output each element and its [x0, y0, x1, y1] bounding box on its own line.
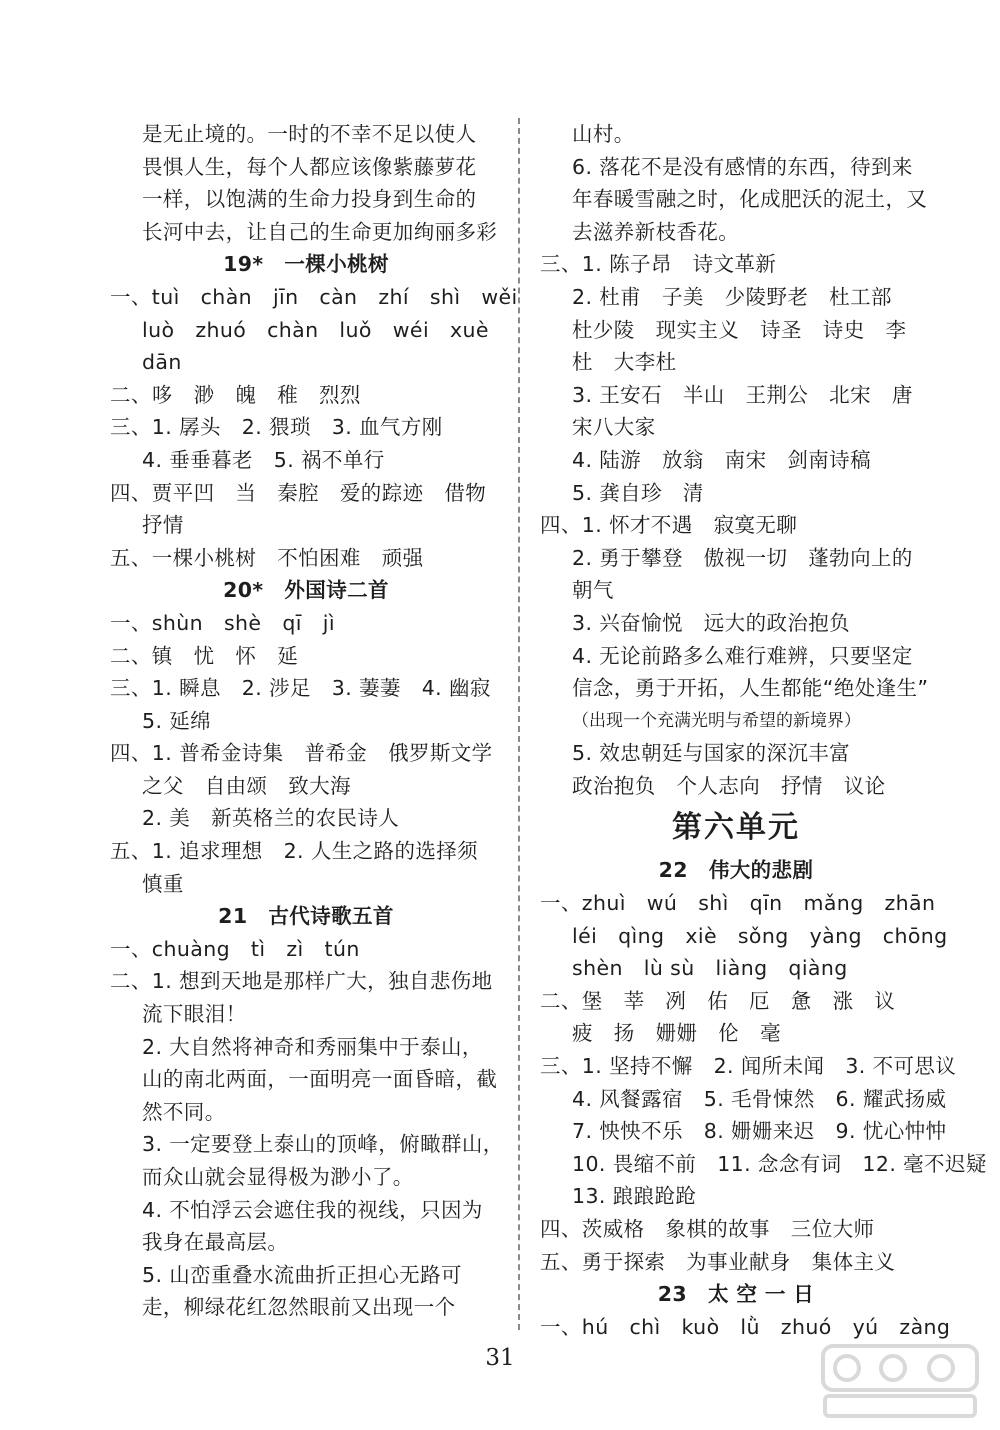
- left-text-line: 一、chuàng tì zì tún: [110, 936, 360, 961]
- left-text-line: 走，柳绿花红忽然眼前又出现一个: [142, 1295, 456, 1320]
- left-text-line: 五、1. 追求理想 2. 人生之路的选择须: [110, 839, 479, 864]
- right-text-line: 年春暖雪融之时，化成肥沃的泥土，又: [572, 187, 928, 212]
- right-column: [540, 118, 987, 1343]
- left-text-line: 2. 大自然将神奇和秀丽集中于泰山，: [142, 1034, 483, 1059]
- right-text-line: 杜 大李杜: [572, 350, 677, 375]
- right-text-line: léi qìng xiè sǒng yàng chōng: [572, 923, 948, 948]
- right-text-line: 4. 无论前路多么难行难辨，只要坚定: [572, 643, 913, 668]
- right-text-line: 6. 落花不是没有感情的东西，待到来: [572, 154, 913, 179]
- left-text-line: 慎重: [142, 871, 184, 896]
- left-text-line: 长河中去，让自己的生命更加绚丽多彩: [142, 219, 498, 244]
- right-text-line: 三、1. 坚持不懈 2. 闻所未闻 3. 不可思议: [540, 1054, 957, 1079]
- right-text-line: 疲 扬 姗姗 伦 毫: [572, 1021, 781, 1046]
- right-text-line: 朝气: [572, 578, 614, 603]
- left-text-line: 抒情: [142, 513, 184, 538]
- column-divider: [518, 118, 520, 1330]
- right-text-line: 5. 效忠朝廷与国家的深沉丰富: [572, 741, 851, 766]
- right-text-line: 5. 龚自珍 清: [572, 480, 704, 505]
- left-text-line: 我身在最高层。: [142, 1230, 289, 1255]
- left-text-line: 4. 垂垂暮老 5. 祸不单行: [142, 447, 385, 472]
- left-text-line: 三、1. 瞬息 2. 涉足 3. 萋萋 4. 幽寂: [110, 676, 491, 701]
- left-text-line: 畏惧人生，每个人都应该像紫藤萝花: [142, 154, 477, 179]
- right-text-line: 山村。: [572, 122, 635, 146]
- left-text-line: 四、1. 普希金诗集 普希金 俄罗斯文学: [110, 741, 493, 766]
- right-text-line: 4. 风餐露宿 5. 毛骨悚然 6. 耀武扬威: [572, 1086, 947, 1111]
- right-text-line: （出现一个充满光明与希望的新境界）: [572, 710, 861, 731]
- right-text-line: 杜少陵 现实主义 诗圣 诗史 李: [572, 317, 907, 342]
- right-text-line: 政治抱负 个人志向 抒情 议论: [572, 773, 886, 798]
- right-text-line: 一、hú chì kuò lǜ zhuó yú zàng: [540, 1314, 951, 1339]
- left-text-line: 而众山就会显得极为渺小了。: [142, 1165, 414, 1189]
- answer-site-watermark-icon: [815, 1340, 985, 1422]
- page-number: 31: [485, 1345, 515, 1371]
- unit-heading: 第六单元: [672, 810, 800, 846]
- right-text-line: 去滋养新枝香花。: [572, 219, 740, 244]
- right-text-line: 五、勇于探索 为事业献身 集体主义: [540, 1249, 896, 1274]
- left-text-line: 二、镇 忧 怀 延: [110, 643, 299, 668]
- right-text-line: 2. 勇于攀登 傲视一切 蓬勃向上的: [572, 545, 913, 570]
- lesson-title: 20* 外国诗二首: [223, 578, 389, 603]
- right-text-line: 7. 怏怏不乐 8. 姗姗来迟 9. 忧心忡忡: [572, 1119, 947, 1144]
- left-text-line: 2. 美 新英格兰的农民诗人: [142, 806, 400, 831]
- right-text-line: shèn lù sù liàng qiàng: [572, 956, 848, 981]
- left-text-line: 5. 山峦重叠水流曲折正担心无路可: [142, 1262, 462, 1287]
- right-text-line: 一、zhuì wú shì qīn mǎng zhān: [540, 891, 936, 916]
- left-text-line: 一、tuì chàn jīn càn zhí shì wěi: [110, 284, 518, 309]
- left-text-line: 一、shùn shè qī jì: [110, 610, 335, 635]
- lesson-title: 22 伟大的悲剧: [658, 858, 814, 883]
- left-text-line: dān: [142, 350, 182, 375]
- left-text-line: 二、1. 想到天地是那样广大，独自悲伤地: [110, 969, 493, 994]
- right-text-line: 三、1. 陈子昂 诗文革新: [540, 252, 777, 277]
- right-text-line: 13. 踉踉跄跄: [572, 1184, 697, 1209]
- right-text-line: 信念，勇于开拓，人生都能“绝处逢生”: [572, 676, 929, 701]
- right-text-line: 3. 兴奋愉悦 远大的政治抱负: [572, 610, 851, 635]
- left-text-line: luò zhuó chàn luǒ wéi xuè: [142, 317, 489, 342]
- right-text-line: 2. 杜甫 子美 少陵野老 杜工部: [572, 284, 892, 309]
- left-text-line: 之父 自由颂 致大海: [142, 773, 351, 798]
- lesson-title: 23 太 空 一 日: [657, 1282, 815, 1307]
- left-text-line: 4. 不怕浮云会遮住我的视线，只因为: [142, 1197, 483, 1222]
- left-text-line: 3. 一定要登上泰山的顶峰，俯瞰群山，: [142, 1132, 504, 1157]
- right-text-line: 3. 王安石 半山 王荆公 北宋 唐: [572, 382, 913, 407]
- right-text-line: 二、堡 莘 冽 佑 厄 惫 涨 议: [540, 988, 896, 1013]
- right-text-line: 4. 陆游 放翁 南宋 剑南诗稿: [572, 447, 871, 472]
- left-text-line: 流下眼泪！: [142, 1002, 247, 1027]
- left-text-line: 三、1. 孱头 2. 猥琐 3. 血气方刚: [110, 415, 443, 440]
- right-text-line: 四、茨威格 象棋的故事 三位大师: [540, 1217, 875, 1241]
- left-text-line: 山的南北两面，一面明亮一面昏暗，截: [142, 1067, 498, 1092]
- left-column: [110, 118, 518, 1324]
- lesson-title: 21 古代诗歌五首: [218, 904, 394, 929]
- left-text-line: 二、哆 渺 魄 稚 烈烈: [110, 382, 361, 407]
- left-text-line: 五、一棵小桃树 不怕困难 顽强: [110, 545, 424, 570]
- left-text-line: 是无止境的。一时的不幸不足以使人: [142, 122, 477, 146]
- lesson-title: 19* 一棵小桃树: [223, 252, 389, 277]
- left-text-line: 5. 延绵: [142, 708, 212, 733]
- right-text-line: 10. 畏缩不前 11. 念念有词 12. 毫不迟疑: [572, 1151, 987, 1176]
- left-text-line: 然不同。: [142, 1099, 226, 1124]
- right-text-line: 宋八大家: [572, 415, 656, 440]
- left-text-line: 一样，以饱满的生命力投身到生命的: [142, 187, 477, 212]
- right-text-line: 四、1. 怀才不遇 寂寞无聊: [540, 513, 798, 538]
- left-text-line: 四、贾平凹 当 秦腔 爱的踪迹 借物: [110, 480, 487, 505]
